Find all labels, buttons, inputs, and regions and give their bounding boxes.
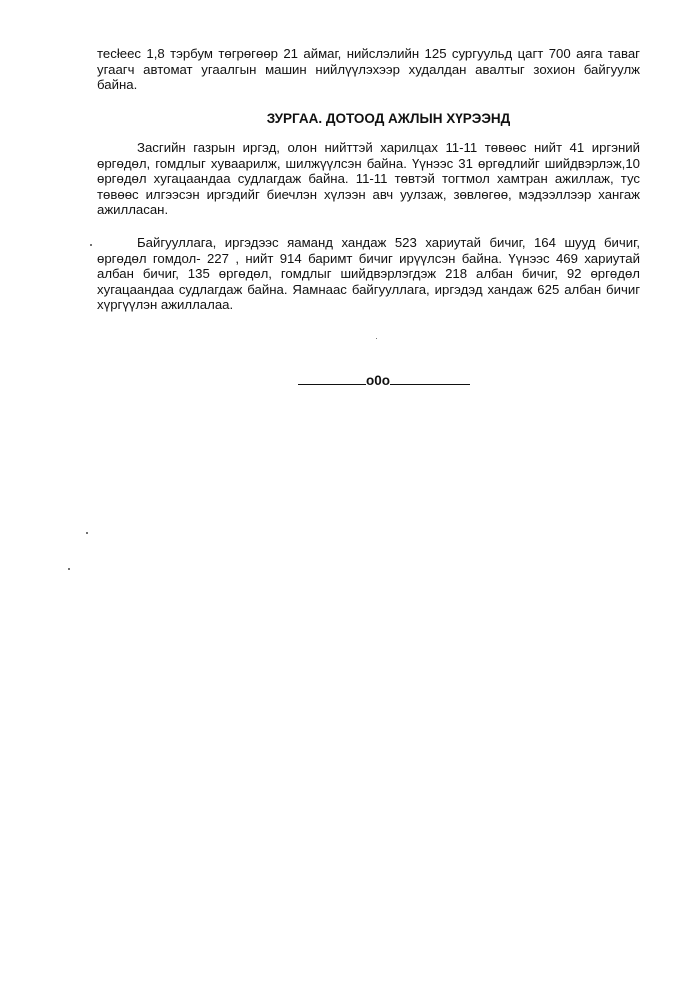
separator-line-right [390,372,470,385]
section-heading: ЗУРГАА. ДОТООД АЖЛЫН ХҮРЭЭНД [266,111,511,126]
scan-speck [86,532,88,534]
body-paragraph-2: Байгууллага, иргэдээс яаманд хандаж 523 хариутай бичиг, 164 шууд бичиг, өргөдөл гомдол- 227 , нийт 914 баримт бичиг ирүүлсэн байна. Үүнээс 469 хариутай албан бичиг, 135 өргөдөл, гомдлыг шийдвэрлэгдэж 218 албан бичиг, 92 өргөдөл хугацаандаа судлагдаж байна. Яамнаас байгууллага, иргэдэд хандаж 625 албан бичиг хүргүүлэн ажиллалаа. [97,235,640,313]
intro-paragraph: тесłееc 1,8 тэрбум төгрөгөөр 21 аймаг, нийслэлийн 125 сургуульд цагт 700 аяга таваг угаагч автомат угаалгын машин нийлүүлэхээр худалдан авалтыг зохион байгуулж байна. [97,46,640,93]
scan-speck [90,244,92,246]
body-paragraph-1: Засгийн газрын иргэд, олон нийттэй харилцах 11-11 төвөөс нийт 41 иргэний өргөдөл, гомдлыг хуваарилж, шилжүүлсэн байна. Үүнээс 31 өргөдлийг шийдвэрлэж,10 өргөдөл хугацаандаа судлагдаж байна. 11-11 төвтэй тогтмол хамтран ажиллаж, тус төвөөс илгээсэн иргэдийг биечлэн хүлээн авч уулзаж, зөвлөгөө, мэдээллээр хангаж ажилласан. [97,140,640,218]
end-marker: o0o [366,373,391,388]
separator-line-left [298,372,366,385]
scan-speck [68,568,70,570]
end-separator [298,372,478,388]
scan-speck [376,338,377,339]
